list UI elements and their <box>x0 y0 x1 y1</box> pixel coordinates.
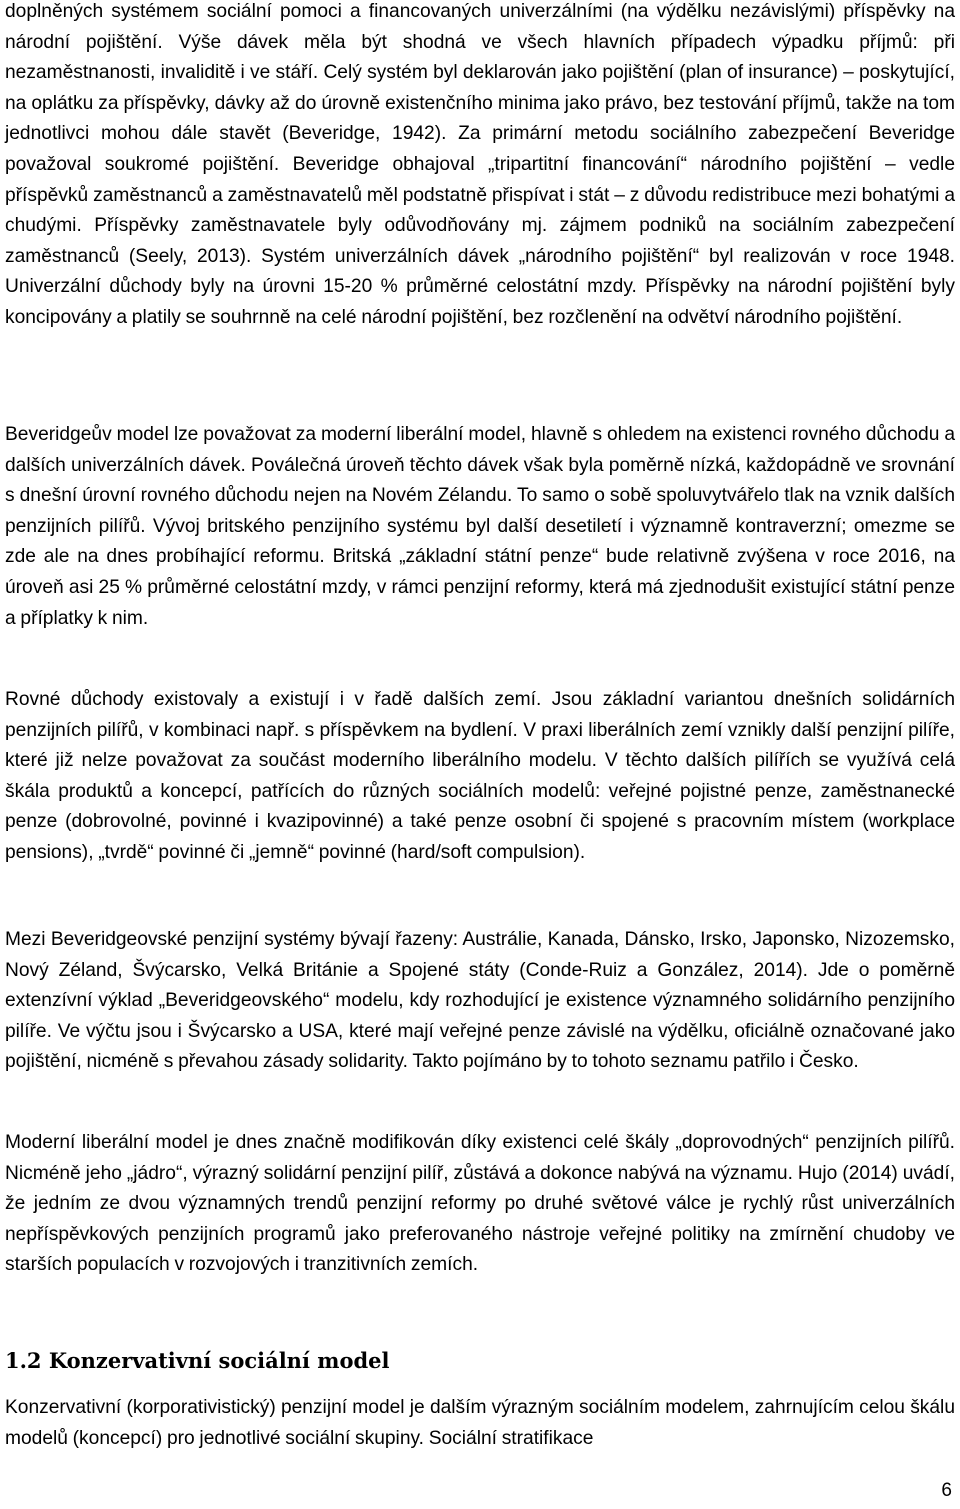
paragraph-flat-pensions: Rovné důchody existovaly a existují i v řadě dalších zemí. Jsou základní variantou dnešních solidárních penzijních pilířů, v kombinaci např. s příspěvkem na bydlení. V praxi liberálních zemí vznikly další penzijní pilíře, které již nelze považovat za součást moderního liberálního modelu. V těchto dalších pilířích se využívá celá škála produktů a koncepcí, patřících do různých sociálních modelů: veřejné pojistné penze, zaměstnanecké penze (dobrovolné, povinné i kvazipovinné) a také penze osobní či spojené s pracovním místem (workplace pensions), „tvrdě“ povinné či „jemně“ povinné (hard/soft compulsion). <box>5 689 955 863</box>
paragraph-liberal-model: Beveridgeův model lze považovat za moderní liberální model, hlavně s ohledem na existenci rovného důchodu a dalších univerzálních dávek. Poválečná úroveň těchto dávek však byla poměrně nízká, každopádně ve srovnání s dnešní úrovní rovného důchodu nejen na Novém Zélandu. To samo o sobě spoluvytvářelo tlak na vznik dalších penzijních pilířů. Vývoj britského penzijního systému byl další desetiletí i významně kontraverzní; omezme se zde ale na dnes probíhající reformu. Britská „základní státní penze“ bude relativně zvýšena v roce 2016, na úroveň asi 25 % průměrné celostátní mzdy, v rámci penzijní reformy, která má zjednodušit existující státní penze a příplatky k nim. <box>5 424 955 629</box>
paragraph-beveridge-plan: doplněných systémem sociální pomoci a financovaných univerzálními (na výdělku nezávislými) příspěvky na národní pojištění. Výše dávek měla být shodná ve všech hlavních případech výpadku příjmů: při nezaměstnanosti, invaliditě i ve stáří. Celý systém byl deklarován jako pojištění (plan of insurance) – poskytující, na oplátku za příspěvky, dávky až do úrovně existenčního minima jako právo, bez testování příjmů, takže na tom jednotlivci mohou dále stavět (Beveridge, 1942). Za primární metodu sociálního zabezpečení Beveridge považoval soukromé pojištění. Beveridge obhajoval „tripartitní financování“ národního pojištění – vedle příspěvků zaměstnanců a zaměstnavatelů měl podstatně přispívat i stát – z důvodu redistribuce mezi bohatými a chudými. Příspěvky zaměstnavatele byly odůvodňovány mj. zájmem podniků na sociálním zabezpečení zaměstnanců (Seely, 2013). Systém univerzálních dávek „národního pojištění“ byl realizován v roce 1948. Univerzální důchody byly na úrovni 15-20 % průměrné celostátní mzdy. Příspěvky na národní pojištění byly koncipovány a platily se souhrnně na celé národní pojištění, bez rozčlenění na odvětví národního pojištění. <box>5 1 955 328</box>
paragraph-modern-liberal-model: Moderní liberální model je dnes značně modifikován díky existenci celé škály „doprovodných“ penzijních pilířů. Nicméně jeho „jádro“, výrazný solidární penzijní pilíř, zůstává a dokonce nabývá na významu. Hujo (2014) uvádí, že jedním ze dvou významných trendů penzijní reformy po druhé světové válce je rychlý růst univerzálních nepříspěvkových penzijních programů jako preferovaného nástroje veřejné politiky na zmírnění chudoby ve starších populacích v rozvojových i tranzitivních zemích. <box>5 1132 955 1276</box>
page-number: 6 <box>941 1480 952 1501</box>
section-heading: 1.2 Konzervativní sociální model <box>5 1348 390 1373</box>
paragraph-conservative-model: Konzervativní (korporativistický) penzijní model je dalším výrazným sociálním modelem, zahrnujícím celou škálu modelů (koncepcí) pro jednotlivé sociální skupiny. Sociální stratifikace <box>5 1397 955 1449</box>
paragraph-beveridgean-countries: Mezi Beveridgeovské penzijní systémy bývají řazeny: Austrálie, Kanada, Dánsko, Irsko, Japonsko, Nizozemsko, Nový Zéland, Švýcarsko, Velká Británie a Spojené státy (Conde-Ruiz a González, 2014). Jde o poměrně extenzívní výklad „Beveridgeovského“ modelu, kdy rozhodující je existence významného solidárního penzijního pilíře. Ve výčtu jsou i Švýcarsko a USA, které mají veřejné penze závislé na výdělku, oficiálně označované jako pojištění, nicméně s převahou zásady solidarity. Takto pojímáno by to tohoto seznamu patřilo i Česko. <box>5 929 955 1073</box>
